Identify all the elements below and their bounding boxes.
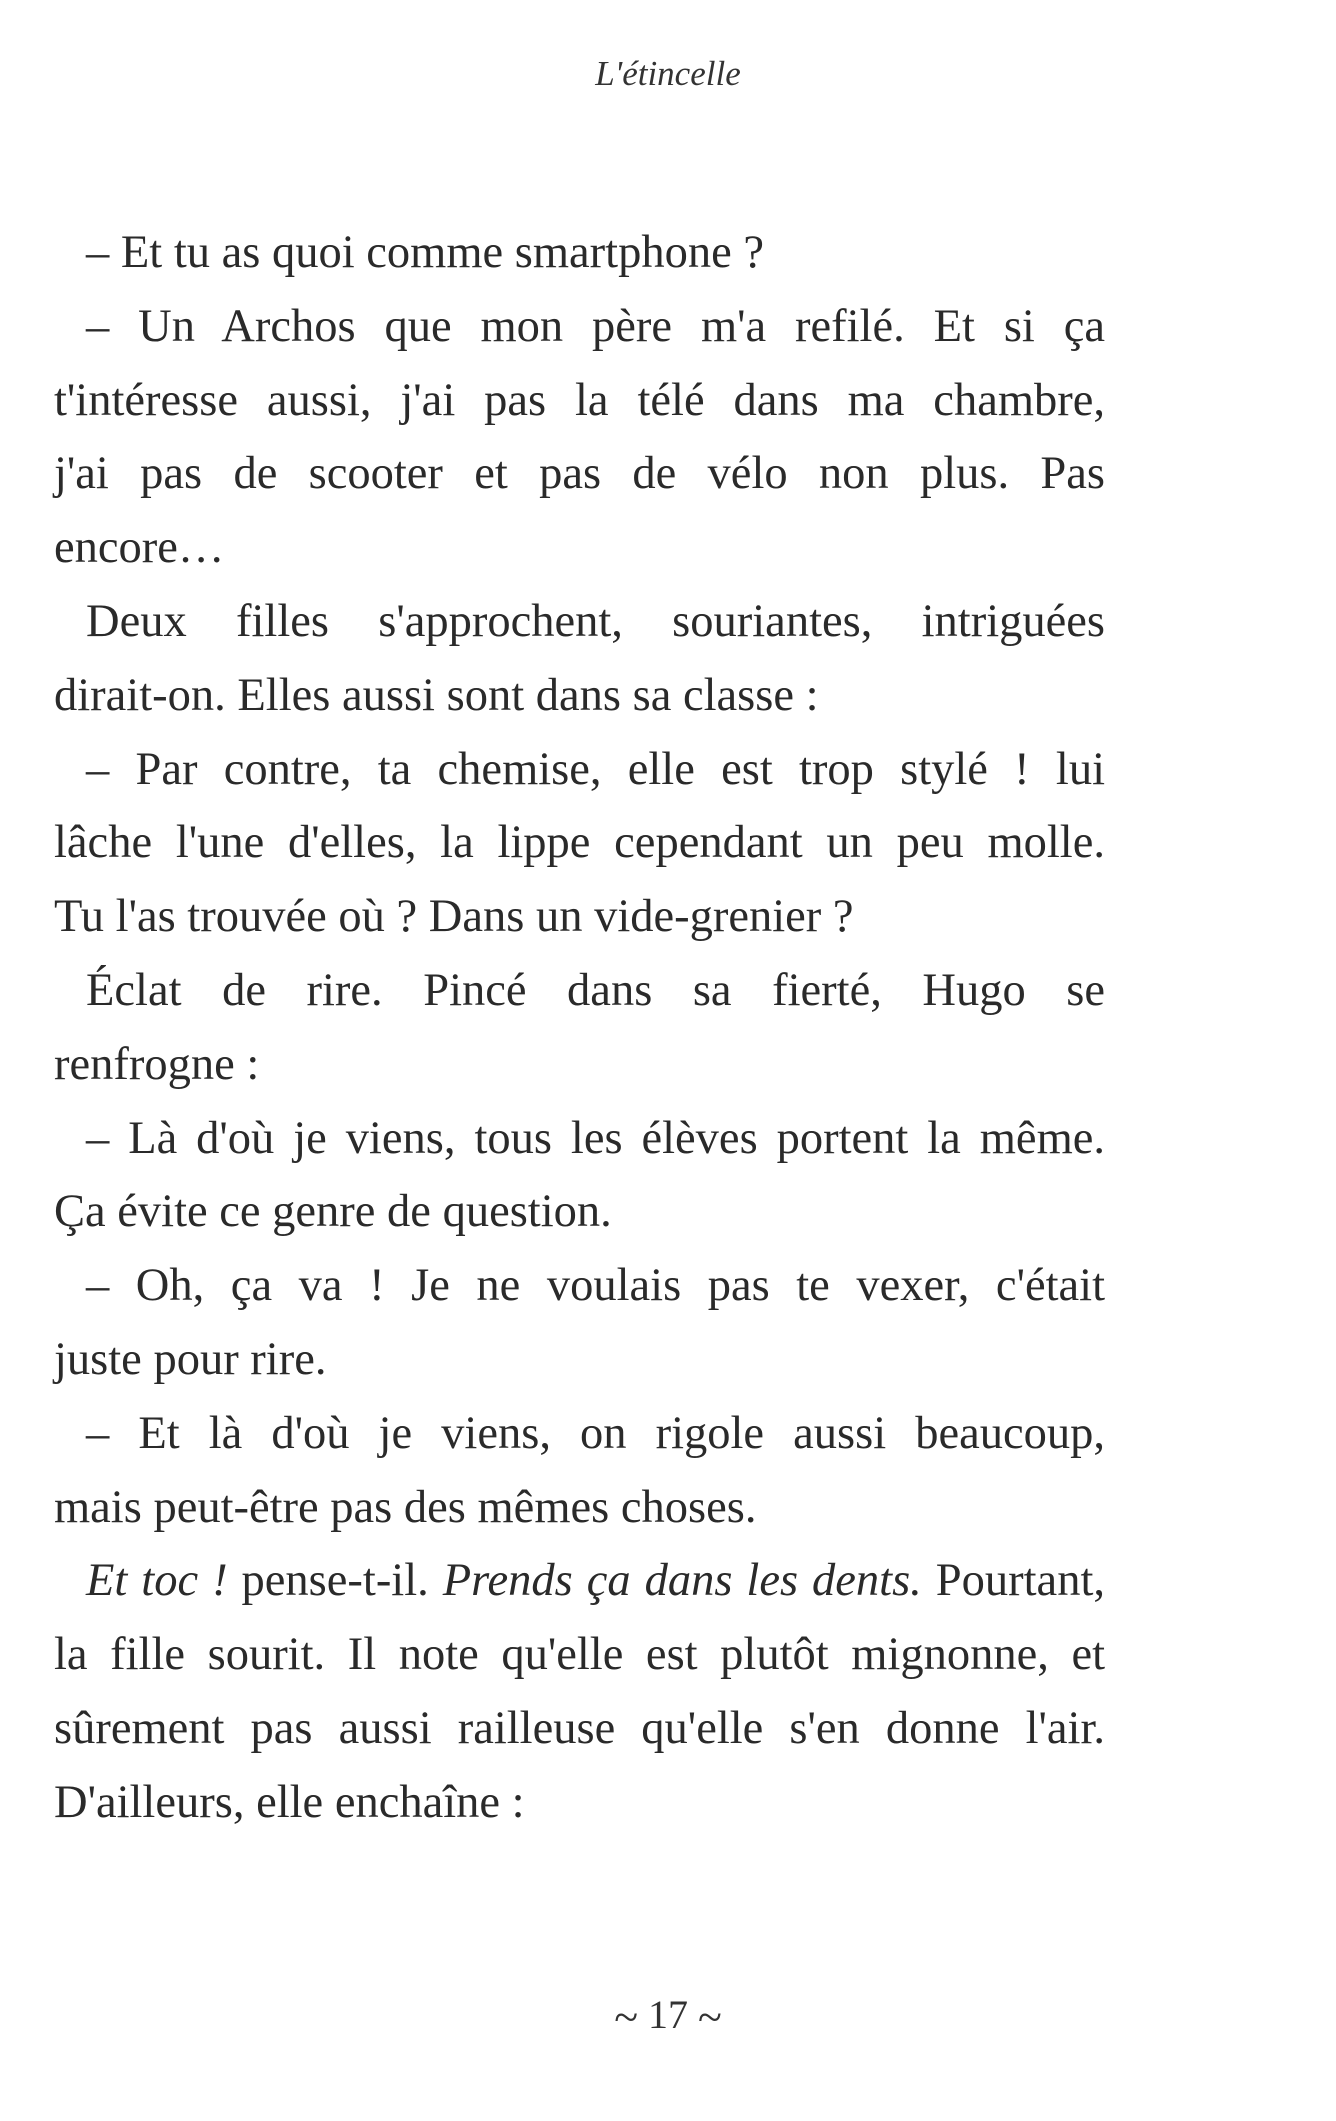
text-line: Ça évite ce genre de question. [54, 1186, 612, 1238]
text-line: encore… [54, 522, 225, 574]
running-head: L'étincelle [595, 54, 741, 93]
text-line: t'intéresse aussi, j'ai pas la télé dans ma chambre, [54, 374, 1105, 426]
text-line: – Là d'où je viens, tous les élèves portent la même. [86, 1112, 1105, 1164]
text-line: j'ai pas de scooter et pas de vélo non plus. Pas [54, 448, 1105, 500]
text-line: – Oh, ça va ! Je ne voulais pas te vexer, c'était [86, 1260, 1105, 1312]
text-line: – Par contre, ta chemise, elle est trop stylé ! lui [86, 743, 1105, 795]
text-line: renfrogne : [54, 1038, 260, 1090]
text-line: la fille sourit. Il note qu'elle est plutôt mignonne, et [54, 1629, 1105, 1681]
text-line: – Et tu as quoi comme smartphone ? [86, 227, 764, 278]
text-line: D'ailleurs, elle enchaîne : [54, 1776, 525, 1828]
italic-segment: Prends ça dans les dents. [442, 1555, 922, 1607]
text-segment: Pourtant, [921, 1555, 1105, 1607]
text-line: – Et là d'où je viens, on rigole aussi beaucoup, [86, 1407, 1105, 1459]
page-number: 17 [648, 1992, 688, 2037]
folio-ornament-left: ~ [614, 1993, 638, 2042]
text-line: sûrement pas aussi railleuse qu'elle s'en donne l'air. [54, 1702, 1105, 1754]
italic-segment: Et toc ! [86, 1555, 228, 1607]
text-line: Deux filles s'approchent, souriantes, intriguées [86, 595, 1105, 647]
text-line: dirait-on. Elles aussi sont dans sa classe : [54, 669, 819, 721]
text-line: – Un Archos que mon père m'a refilé. Et si ça [86, 300, 1105, 352]
body-text [54, 216, 1105, 1840]
text-line: lâche l'une d'elles, la lippe cependant un peu molle. [54, 817, 1105, 869]
folio-ornament-right: ~ [698, 1993, 722, 2042]
text-segment: pense-t-il. [227, 1555, 443, 1607]
text-line [54, 1544, 1105, 1618]
text-line: Tu l'as trouvée où ? Dans un vide-grenier ? [54, 891, 854, 943]
page-folio [0, 1988, 1336, 2042]
text-line: juste pour rire. [54, 1333, 327, 1385]
text-line: Éclat de rire. Pincé dans sa fierté, Hugo se [86, 964, 1105, 1016]
text-line: mais peut-être pas des mêmes choses. [54, 1481, 757, 1533]
